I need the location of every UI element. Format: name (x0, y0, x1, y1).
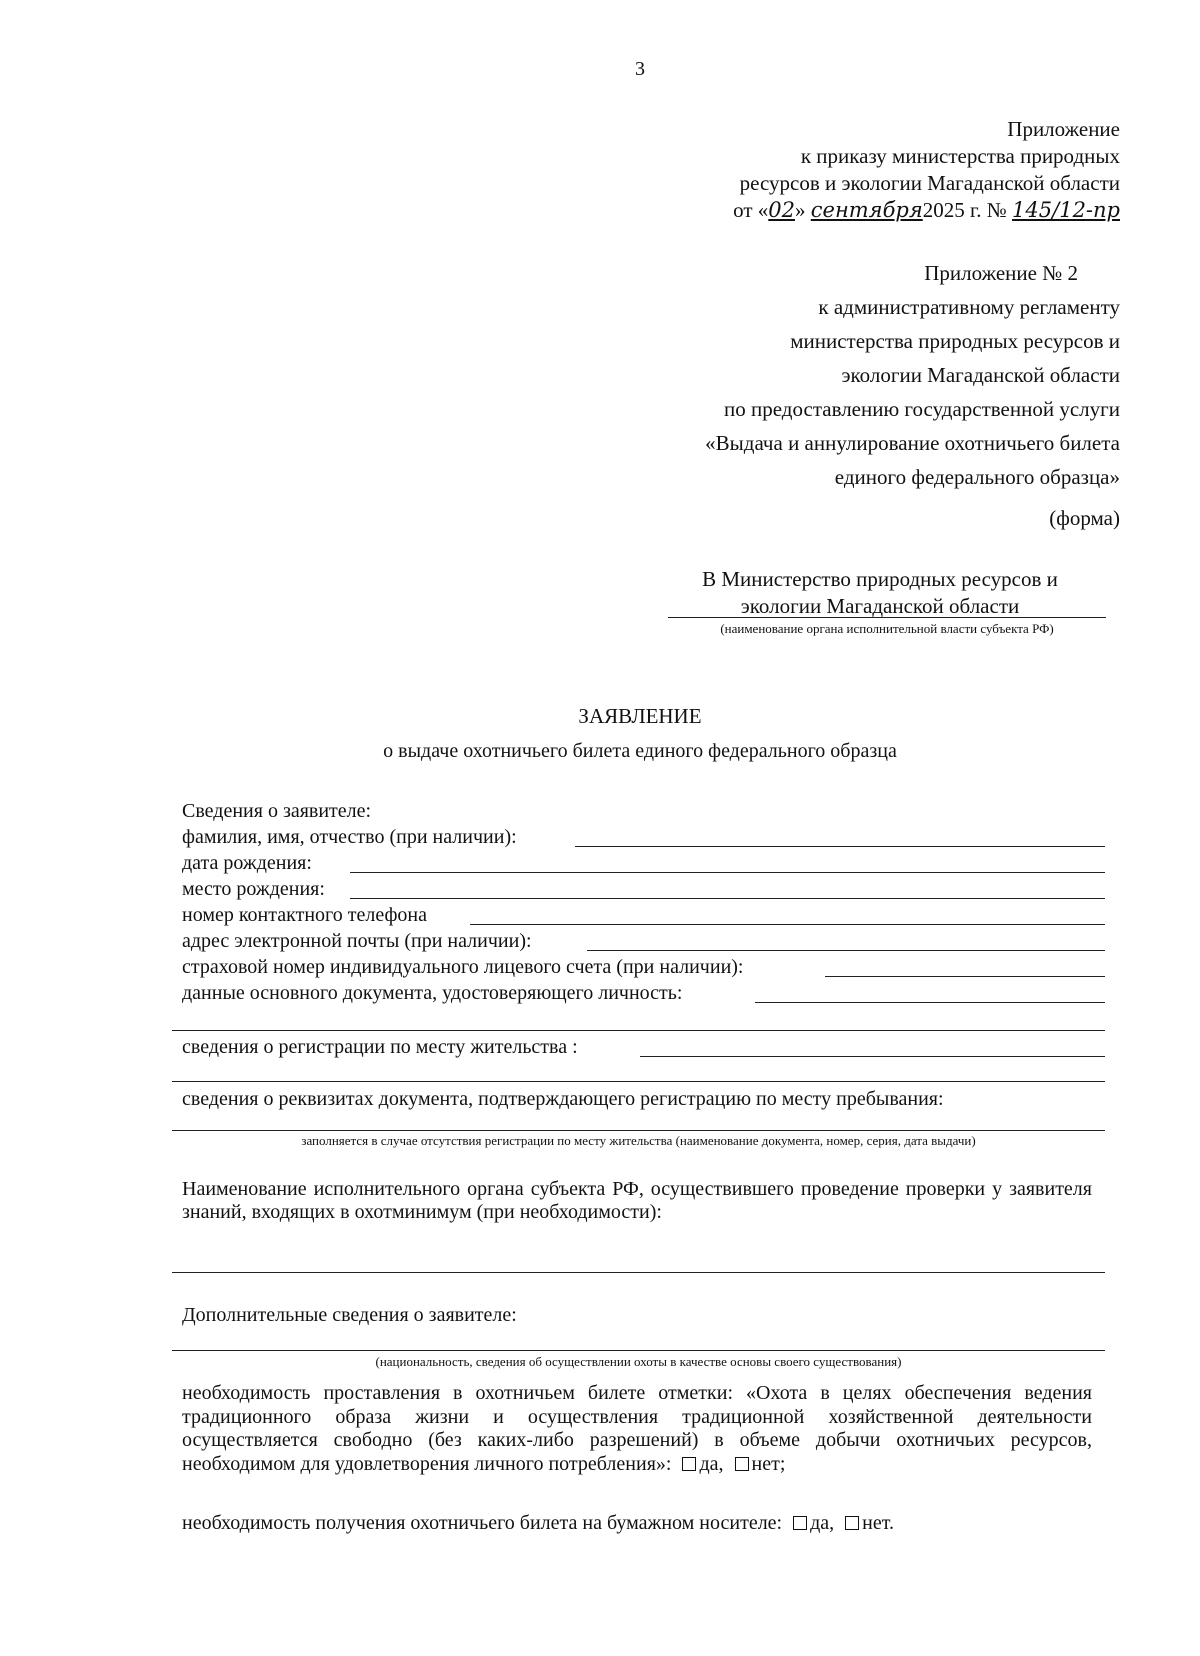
paper-ticket-question (182, 1512, 894, 1535)
page-number: 3 (635, 58, 645, 80)
additional-info-caption: (национальность, сведения об осуществлении охоты в качестве основы своего существования) (375, 1354, 902, 1369)
appendix-order-block (733, 116, 1120, 224)
form-label: (форма) (1049, 506, 1120, 530)
appendix-order-line: к приказу министерства природных (800, 144, 1120, 168)
phone-field[interactable] (470, 924, 1105, 925)
snils-field[interactable] (825, 976, 1105, 977)
appendix2-title: Приложение № 2 (924, 261, 1078, 285)
field-label-phone: номер контактного телефона (182, 904, 427, 926)
appendix-regulation-block (705, 256, 1120, 494)
birth-date-field[interactable] (350, 872, 1105, 873)
field-label-full-name: фамилия, имя, отчество (при наличии): (182, 826, 517, 848)
field-label-email: адрес электронной почты (при наличии): (182, 930, 532, 952)
recipient-line-1: В Министерство природных ресурсов и (702, 567, 1058, 591)
field-label-temporary-registration: сведения о реквизитах документа, подтверждающего регистрацию по месту пребывания: (182, 1088, 944, 1110)
temporary-registration-field[interactable] (172, 1130, 1105, 1131)
traditional-hunting-mark-question (182, 1382, 1092, 1476)
paper-yes-checkbox[interactable] (793, 1516, 807, 1530)
field-label-birth-place: место рождения: (182, 878, 325, 900)
appendix2-line: «Выдача и аннулирование охотничьего билета (705, 431, 1120, 455)
mark-yes-label: да, (699, 1452, 724, 1475)
handwritten-number: 145/12-пр (1012, 198, 1120, 222)
field-label-registration: сведения о регистрации по месту жительства : (182, 1036, 578, 1058)
mark-no-label: нет; (751, 1452, 786, 1475)
additional-info-heading: Дополнительные сведения о заявителе: (182, 1304, 517, 1326)
temporary-registration-caption: заполняется в случае отсутствия регистрации по месту жительства (наименование документа, номер, серия, дата выдачи) (301, 1133, 976, 1148)
paper-no-label: нет. (862, 1512, 894, 1534)
appendix-ministry-line: ресурсов и экологии Магаданской области (739, 171, 1120, 195)
additional-info-field[interactable] (172, 1350, 1105, 1351)
appendix2-line: экологии Магаданской области (841, 363, 1120, 387)
paper-yes-label: да, (810, 1512, 835, 1534)
handwritten-month: сентября (810, 198, 923, 222)
authority-field[interactable] (172, 1272, 1105, 1273)
appendix2-line: единого федерального образца» (834, 465, 1120, 489)
email-field[interactable] (587, 950, 1105, 951)
appendix2-line: министерства природных ресурсов и (790, 329, 1120, 353)
birth-place-field[interactable] (350, 898, 1105, 899)
field-label-snils: страховой номер индивидуального лицевого счета (при наличии): (182, 956, 744, 978)
applicant-heading: Сведения о заявителе: (182, 800, 372, 822)
authority-label: Наименование исполнительного органа субъекта РФ, осуществившего проведение проверки у заявителя знаний, входящих в охотминимум (при необходимости): (182, 1178, 1092, 1223)
full-name-field[interactable] (575, 846, 1105, 847)
paper-ticket-text: необходимость получения охотничьего билета на бумажном носителе: (182, 1512, 783, 1534)
registration-field[interactable] (640, 1056, 1105, 1057)
id-document-field-continued[interactable] (172, 1030, 1105, 1031)
handwritten-day: 02 (768, 198, 795, 222)
id-document-field[interactable] (755, 1002, 1105, 1003)
paper-no-checkbox[interactable] (845, 1516, 859, 1530)
registration-field-continued[interactable] (172, 1081, 1105, 1082)
recipient-line-2: экологии Магаданской области (740, 594, 1020, 618)
recipient-caption: (наименование органа исполнительной власти субъекта РФ) (720, 621, 1054, 636)
appendix-title: Приложение (1007, 117, 1120, 141)
mark-no-checkbox[interactable] (735, 1457, 749, 1471)
field-label-id-document: данные основного документа, удостоверяющего личность: (182, 982, 683, 1004)
recipient-block (660, 566, 1100, 620)
traditional-hunting-mark-text: необходимость проставления в охотничьем билете отметки: «Охота в целях обеспечения ведения традиционного образа жизни и осуществления традиционной хозяйственной деятельности осуществляется свободно (без каких-либо разрешений) в объеме добычи охотничьих ресурсов, необходимом для удовлетворения личного потребления»: (182, 1382, 1092, 1475)
recipient-underline (668, 617, 1106, 618)
appendix2-line: по предоставлению государственной услуги (724, 397, 1120, 421)
document-subtitle: о выдаче охотничьего билета единого федерального образца (383, 740, 897, 762)
mark-yes-checkbox[interactable] (682, 1457, 696, 1471)
document-title: ЗАЯВЛЕНИЕ (578, 704, 702, 728)
order-date-line: от «02» сентября2025 г. № 145/12-пр (733, 198, 1120, 222)
field-label-birth-date: дата рождения: (182, 852, 312, 874)
appendix2-line: к административному регламенту (818, 295, 1120, 319)
